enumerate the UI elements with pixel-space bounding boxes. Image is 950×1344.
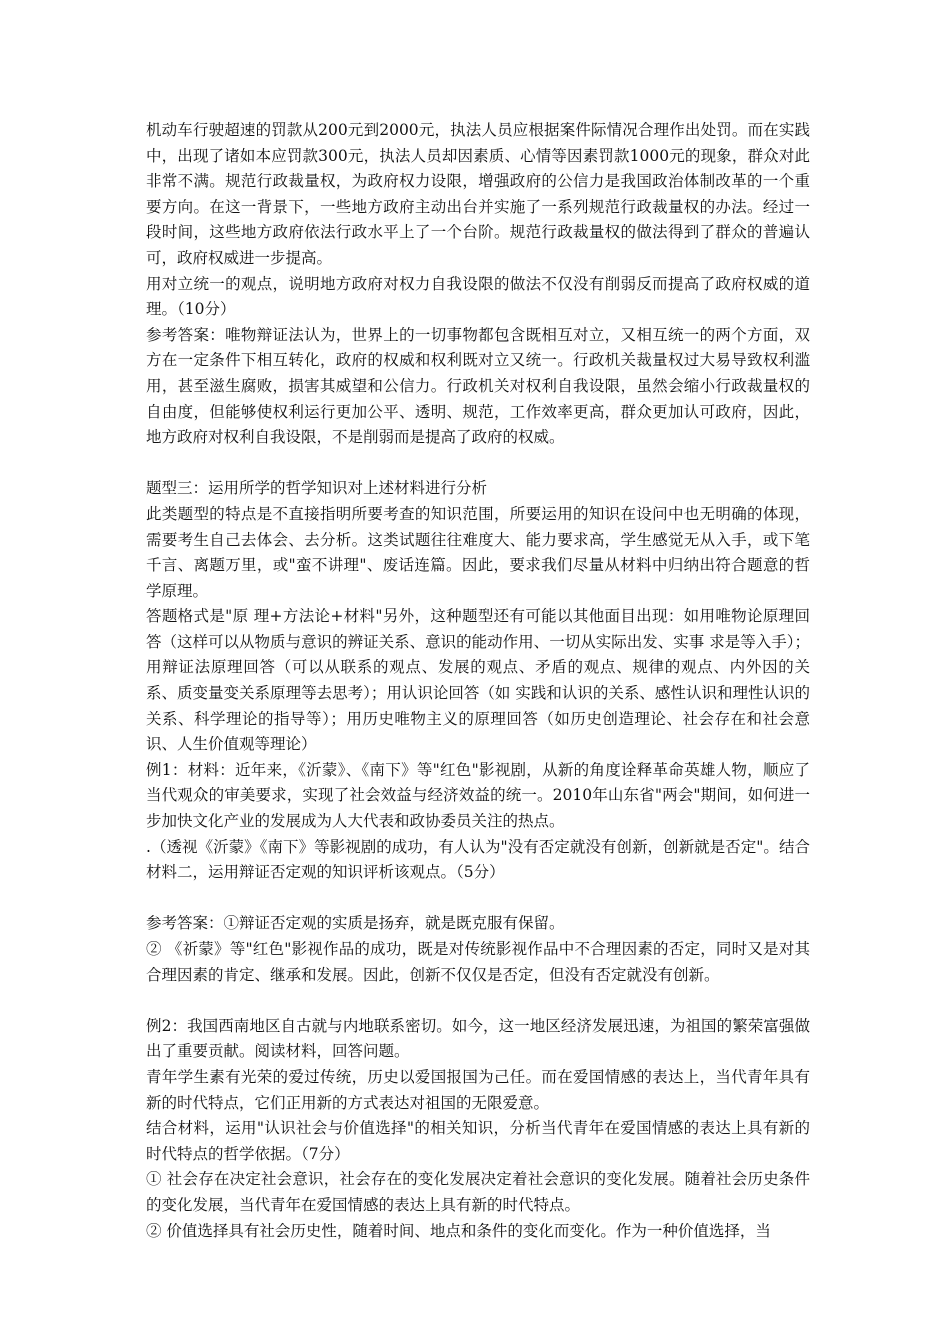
paragraph-example-2-answer-2: ② 价值选择具有社会历史性，随着时间、地点和条件的变化而变化。作为一种价值选择，当 <box>146 1221 771 1240</box>
document-page <box>146 118 810 1244</box>
paragraph-example-1-material: 例1：材料：近年来，《沂蒙》、《南下》等"红色"影视剧，从新的角度诠释革命英雄人物，顺应了当代观众的审美要求，实现了社会效益与经济效益的统一。2010年山东省"两会"期间，如何进一步加快文化产业的发展成为人大代表和政协委员关注的热点。 <box>146 760 810 831</box>
paragraph-material-fines: 机动车行驶超速的罚款从200元到2000元，执法人员应根据案件际情况合理作出处罚。而在实践中，出现了诸如本应罚款300元，执法人员却因素质、心情等因素罚款1000元的现象，群众对此非常不满。规范行政裁量权，为政府权力设限，增强政府的公信力是我国政治体制改革的一个重要方向。在这一背景下，一些地方政府主动出台并实施了一系列规范行政裁量权的办法。经过一段时间，这些地方政府依法行政水平上了一个台阶。规范行政裁量权的做法得到了群众的普遍认可，政府权威进一步提高。 <box>146 121 810 267</box>
paragraph-example-1-question: .（透视《沂蒙》《南下》等影视剧的成功，有人认为"没有否定就没有创新，创新就是否定"。结合材料二，运用辩证否定观的知识评析该观点。（5分） <box>146 837 810 882</box>
paragraph-example-2-answer-1: ① 社会存在决定社会意识，社会存在的变化发展决定着社会意识的变化发展。随着社会历史条件的变化发展，当代青年在爱国情感的表达上具有新的时代特点。 <box>146 1170 810 1214</box>
paragraph-answer-format: 答题格式是"原 理+方法论+材料"另外，这种题型还有可能以其他面目出现：如用唯物论原理回答（这样可以从物质与意识的辨证关系、意识的能动作用、一切从实际出发、实事 求是等入手）；用辩证法原理回答（可以从联系的观点、发展的观点、矛盾的观点、规律的观点、内外因的关系、质变量变关系原理等去思考）；用认识论回答（如 实践和认识的关系、感性认识和理性认识的关系、科学理论的指导等）；用历史唯物主义的原理回答（如历史创造理论、社会存在和社会意识、人生价值观等理论） <box>146 607 810 754</box>
blank-line <box>146 886 810 912</box>
paragraph-example-2-text: 青年学生素有光荣的爱过传统，历史以爱国报国为己任。而在爱国情感的表达上，当代青年具有新的时代特点，它们正用新的方式表达对祖国的无限爱意。 <box>146 1067 810 1112</box>
blank-line <box>146 988 810 1014</box>
paragraph-answer-1: 参考答案：唯物辩证法认为，世界上的一切事物都包含既相互对立，又相互统一的两个方面，双方在一定条件下相互转化，政府的权威和权利既对立又统一。行政机关裁量权过大易导致权利滥用，甚至滋生腐败，损害其威望和公信力。行政机关对权利自我设限，虽然会缩小行政裁量权的自由度，但能够使权利运行更加公平、透明、规范，工作效率更高，群众更加认可政府，因此，地方政府对权利自我设限，不是削弱而是提高了政府的权威。 <box>146 325 810 447</box>
paragraph-example-1-answer-1: 参考答案：①辩证否定观的实质是扬弃，就是既克服有保留。 <box>146 914 565 933</box>
paragraph-question-1: 用对立统一的观点，说明地方政府对权力自我设限的做法不仅没有削弱反而提高了政府权威的道理。（10分） <box>146 274 810 319</box>
blank-line <box>146 451 810 477</box>
section-heading-type-3: 题型三：运用所学的哲学知识对上述材料进行分析 <box>146 479 488 498</box>
paragraph-type-3-description: 此类题型的特点是不直接指明所要考查的知识范围，所要运用的知识在设问中也无明确的体现，需要考生自己去体会、去分析。这类试题往往难度大、能力要求高，学生感觉无从入手，或下笔千言、离题万里，或"蛮不讲理"、废话连篇。因此，要求我们尽量从材料中归纳出符合题意的哲学原理。 <box>146 504 810 600</box>
paragraph-example-1-answer-2: ② 《祈蒙》等"红色"影视作品的成功，既是对传统影视作品中不合理因素的否定，同时又是对其合理因素的肯定、继承和发展。因此，创新不仅仅是否定，但没有否定就没有创新。 <box>146 940 810 984</box>
paragraph-example-2-question: 结合材料，运用"认识社会与价值选择"的相关知识，分析当代青年在爱国情感的表达上具有新的时代特点的哲学依据。（7分） <box>146 1119 810 1163</box>
paragraph-example-2-material: 例2：我国西南地区自古就与内地联系密切。如今，这一地区经济发展迅速，为祖国的繁荣富强做出了重要贡献。阅读材料，回答问题。 <box>146 1016 810 1061</box>
